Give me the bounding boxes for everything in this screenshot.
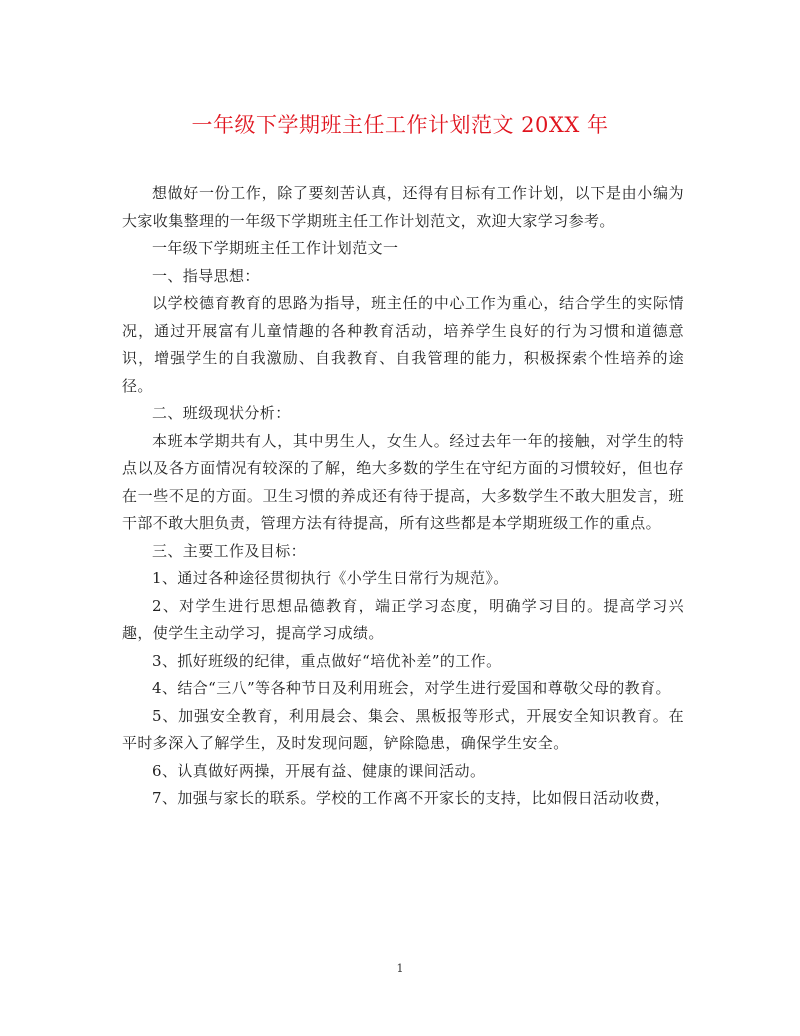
document-body [122,180,684,813]
guiding-thought-paragraph: 以学校德育教育的思路为指导，班主任的中心工作为重心，结合学生的实际情况，通过开展富有儿童情趣的各种教育活动，培养学生良好的行为习惯和道德意识，增强学生的自我激励、自我教育、自我管理的能力，积极探索个性培养的途径。 [122,294,684,395]
list-item: 7、加强与家长的联系。学校的工作离不开家长的支持，比如假日活动收费， [152,789,671,807]
list-item: 5、加强安全教育，利用晨会、集会、黑板报等形式，开展安全知识教育。在平时多深入了解学生，及时发现问题，铲除隐患，确保学生安全。 [122,706,684,752]
document-title: 一年级下学期班主任工作计划范文 20XX 年 [191,113,609,137]
list-item: 4、结合“三八”等各种节日及利用班会，对学生进行爱国和尊敬父母的教育。 [152,679,671,697]
list-item: 1、通过各种途径贯彻执行《小学生日常行为规范》。 [152,569,509,587]
class-analysis-paragraph: 本班本学期共有人，其中男生人，女生人。经过去年一年的接触，对学生的特点以及各方面情况有较深的了解，绝大多数的学生在守纪方面的习惯较好，但也存在一些不足的方面。卫生习惯的养成还有待于提高，大多数学生不敢大胆发言，班干部不敢大胆负责，管理方法有待提高，所有这些都是本学期班级工作的重点。 [122,431,684,532]
section-subtitle: 一年级下学期班主任工作计划范文一 [152,239,399,257]
heading-guiding-thought: 一、指导思想： [152,266,260,285]
list-item: 6、认真做好两操，开展有益、健康的课间活动。 [152,761,486,780]
heading-class-analysis: 二、班级现状分析： [152,404,291,422]
heading-main-work: 三、主要工作及目标： [152,541,307,560]
page-number: 1 [396,962,404,975]
list-item: 2、对学生进行思想品德教育，端正学习态度，明确学习目的。提高学习兴趣，使学生主动学习，提高学习成绩。 [122,596,684,642]
intro-paragraph: 想做好一份工作，除了要刻苦认真，还得有目标有工作计划，以下是由小编为大家收集整理的一年级下学期班主任工作计划范文，欢迎大家学习参考。 [122,184,684,230]
list-item: 3、抓好班级的纪律，重点做好“培优补差”的工作。 [152,651,502,670]
